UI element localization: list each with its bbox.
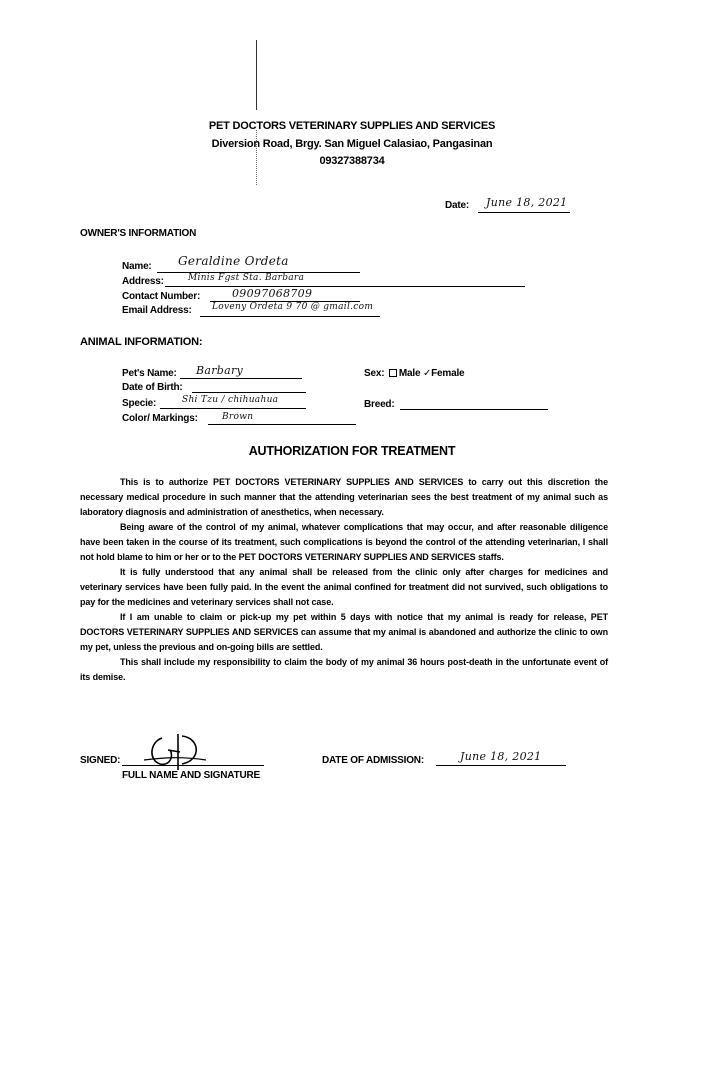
- authorization-paragraph: This shall include my responsibility to claim the body of my animal 36 hours post-death in the unfortunate event of its demise.: [80, 657, 608, 682]
- authorization-paragraph: This is to authorize PET DOCTORS VETERINARY SUPPLIES AND SERVICES to carry out this discretion the necessary medical procedure in such manner that the attending veterinarian sees the best treatment of my animal such as laboratory diagnosis and administration of anesthetics, when necessary.: [80, 477, 608, 517]
- signature-mark[interactable]: [140, 730, 210, 772]
- owner-contact-label: Contact Number:: [122, 291, 201, 302]
- dob-line: [192, 392, 306, 393]
- color-line: [208, 424, 356, 425]
- admission-value[interactable]: June 18, 2021: [460, 750, 542, 763]
- admission-label: DATE OF ADMISSION:: [322, 755, 424, 766]
- specie-label: Specie:: [122, 398, 157, 409]
- owner-email-line: [200, 316, 380, 317]
- authorization-paragraph: Being aware of the control of my animal, whatever complications that may occur, and after reasonable diligence have been taken in the course of its treatment, such complications is beyond the control of the attending veterinarian, I shall not hold blame to him or her or to the PET DOCTORS VETERINARY SUPPLIES AND SERVICES staffs.: [80, 522, 608, 562]
- owner-address-value[interactable]: Minis Fgst Sta. Barbara: [188, 273, 305, 283]
- pet-name-value[interactable]: Barbary: [196, 364, 244, 377]
- authorization-paragraph: It is fully understood that any animal shall be released from the clinic only after charges for medicines and veterinary services have been fully paid. In the event the animal confined for treatment did not survived, such obligations to pay for the medicines and veterinary services shall not case.: [80, 567, 608, 607]
- owner-email-value[interactable]: Loveny Ordeta 9 70 @ gmail.com: [212, 302, 374, 312]
- authorization-text: [80, 475, 608, 685]
- clinic-phone: 09327388734: [319, 155, 385, 167]
- clinic-name: PET DOCTORS VETERINARY SUPPLIES AND SERVICES: [208, 120, 496, 132]
- breed-line: [400, 409, 548, 410]
- owner-name-label: Name:: [122, 261, 152, 272]
- admission-line: [436, 765, 566, 766]
- date-line: [478, 212, 570, 213]
- scan-artifact-line: [256, 40, 257, 110]
- color-value[interactable]: Brown: [222, 412, 254, 422]
- sex-female-label: Female: [431, 368, 465, 379]
- sex-field: [364, 368, 464, 379]
- owner-section-title: OWNER'S INFORMATION: [80, 228, 197, 239]
- sex-label: Sex:: [364, 368, 385, 379]
- dob-label: Date of Birth:: [122, 382, 183, 393]
- pet-name-label: Pet's Name:: [122, 368, 177, 379]
- date-value[interactable]: June 18, 2021: [486, 196, 568, 209]
- signed-label: SIGNED:: [80, 755, 121, 766]
- signature-caption: FULL NAME AND SIGNATURE: [122, 770, 260, 781]
- breed-label: Breed:: [364, 399, 395, 410]
- owner-address-label: Address:: [122, 276, 164, 287]
- authorization-paragraph: If I am unable to claim or pick-up my pet within 5 days with notice that my animal is ready for release, PET DOCTORS VETERINARY SUPPLIES AND SERVICES can assume that my animal is abandoned and authorize the clinic to own my pet, unless the previous and on-going bills are settled.: [80, 612, 608, 652]
- sex-male-checkbox[interactable]: [389, 369, 397, 377]
- owner-contact-value[interactable]: 09097068709: [232, 287, 313, 300]
- specie-value[interactable]: Shi Tzu / chihuahua: [182, 395, 279, 405]
- animal-section-title: ANIMAL INFORMATION:: [80, 336, 203, 348]
- sex-male-label: Male: [398, 368, 421, 379]
- date-label: Date:: [445, 200, 470, 211]
- color-label: Color/ Markings:: [122, 413, 198, 424]
- specie-line: [160, 408, 306, 409]
- owner-name-value[interactable]: Geraldine Ordeta: [178, 254, 289, 268]
- authorization-title: AUTHORIZATION FOR TREATMENT: [248, 444, 456, 458]
- owner-address-line: [165, 286, 525, 287]
- sex-female-checkmark-icon[interactable]: ✓: [422, 368, 432, 379]
- clinic-address: Diversion Road, Brgy. San Miguel Calasiao, Pangasinan: [211, 138, 493, 150]
- owner-email-label: Email Address:: [122, 305, 192, 316]
- pet-name-line: [180, 378, 302, 379]
